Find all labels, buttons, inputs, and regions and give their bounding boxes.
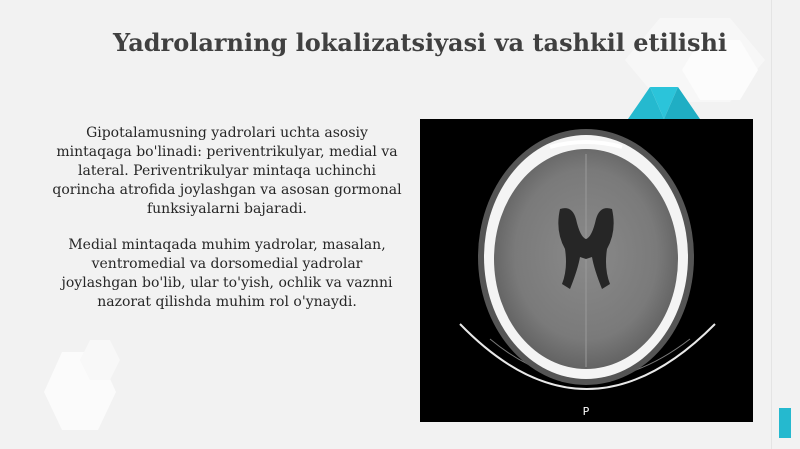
paragraph-1: Gipotalamusning yadrolari uchta asosiy mintaqaga bo'linadi: periventrikulyar, medial va lateral. Periventrikulyar mintaqa uchinchi qorincha atrofida joylashgan va asosan gormonal funksiyalarni bajaradi. xyxy=(52,125,402,217)
right-edge-rule xyxy=(771,0,772,449)
slide-title: Yadrolarning lokalizatsiyasi va tashkil etilishi xyxy=(112,28,728,57)
brain-ct-image xyxy=(420,119,753,422)
paragraph-2: Medial mintaqada muhim yadrolar, masalan, ventromedial va dorsomedial yadrolar joylashgan bo'lib, ular to'yish, ochlik va vaznni nazorat qilishda muhim rol o'ynaydi. xyxy=(61,237,393,310)
brain-ct-scan xyxy=(420,119,753,422)
body-text xyxy=(52,124,402,329)
accent-bar xyxy=(779,408,791,438)
orientation-marker: P xyxy=(582,405,590,418)
